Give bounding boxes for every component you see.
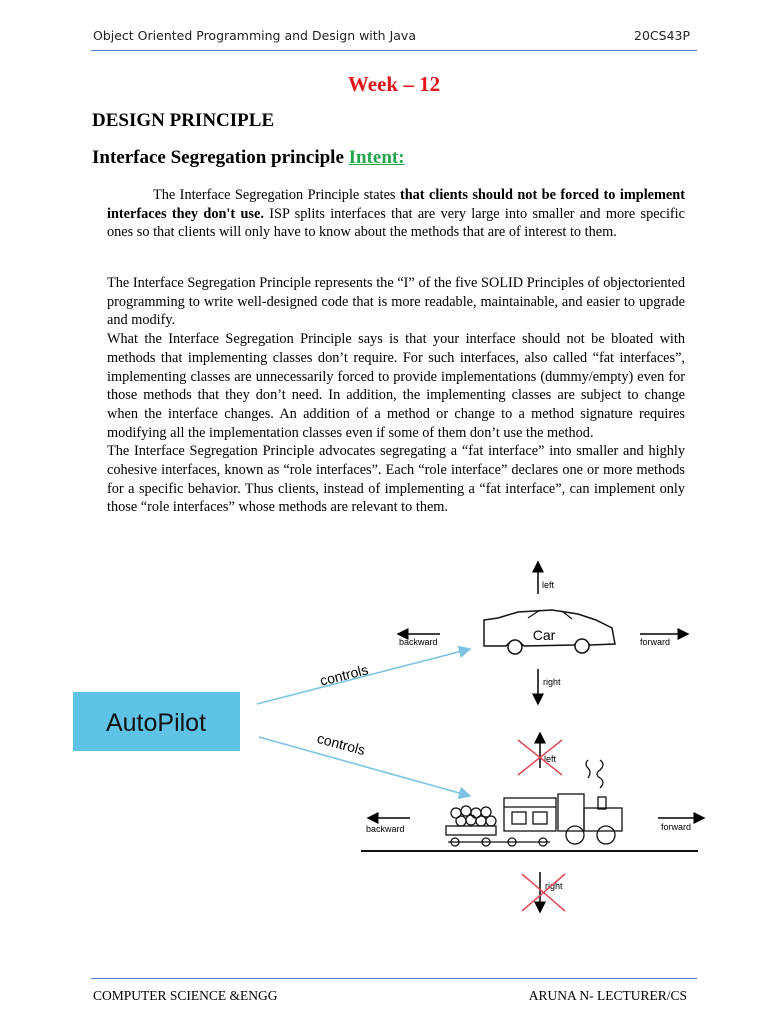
- paragraph-fat-interfaces: What the Interface Segregation Principle says is that your interface should not be bloated with methods that implementing classes don’t require. For such interfaces, also called “fat interfaces”, implementing classes are unnecessarily forced to provide implementations (dummy/empty) even for those methods that they don’t need. In addition, the implementing classes are subject to change when the interface changes. An addition of a method or change to a method signature requires modifying all the implementation classes even if some of them don’t use the method.: [107, 331, 685, 441]
- footer-department: COMPUTER SCIENCE &ENGG: [93, 988, 278, 1003]
- header-course-title: Object Oriented Programming and Design with Java: [93, 28, 416, 43]
- car-forward-label: forward: [640, 637, 671, 647]
- para1-start: The Interface Segregation Principle states: [153, 187, 400, 203]
- train-left-label: left: [544, 754, 557, 764]
- train-right-cross-icon: [522, 874, 565, 911]
- car-backward-label: backward: [399, 637, 438, 647]
- header-rule: [91, 50, 697, 51]
- car-left-label: left: [542, 580, 555, 590]
- train-right-label: right: [545, 881, 563, 891]
- paragraph-definition: [107, 186, 685, 242]
- autopilot-diagram: [0, 550, 768, 920]
- intent-label: Intent:: [348, 147, 405, 168]
- paragraph-solid: The Interface Segregation Principle represents the “I” of the five SOLID Principles of objectoriented programming to write well-designed code that is more readable, maintainable, and easier to upgrade and modify.: [107, 275, 685, 329]
- train-backward-label: backward: [366, 824, 405, 834]
- footer-author: ARUNA N- LECTURER/CS: [528, 988, 687, 1003]
- para1-rest: ISP splits interfaces that are very large into smaller and more specific ones so that clients will only have to know about the methods that are of interest to them.: [107, 205, 685, 241]
- autopilot-label: AutoPilot: [105, 709, 207, 737]
- controls-label-car: controls: [318, 661, 370, 689]
- section-title: DESIGN PRINCIPLE: [92, 110, 275, 131]
- controls-label-train: controls: [315, 729, 368, 759]
- paragraph-role-interfaces: The Interface Segregation Principle advocates segregating a “fat interface” into smaller and highly cohesive interfaces, known as “role interfaces”. Each “role interface” declares one or more methods for a specific behavior. Thus clients, instead of implementing a “fat interface”, can implement only those “role interfaces” whose methods are relevant to them.: [107, 443, 685, 516]
- train-icon: [361, 760, 698, 851]
- train-forward-label: forward: [661, 822, 692, 832]
- footer-rule: [91, 978, 697, 979]
- car-right-label: right: [543, 677, 561, 687]
- paragraph-block: [107, 274, 685, 517]
- car-label: Car: [532, 627, 556, 643]
- para1-bold: that clients should not be forced to implement interfaces they don't use.: [107, 187, 685, 222]
- subtitle: [92, 147, 405, 169]
- week-title: Week – 12: [347, 72, 441, 96]
- header-course-code: 20CS43P: [634, 28, 691, 43]
- subtitle-main: Interface Segregation principle: [92, 147, 344, 168]
